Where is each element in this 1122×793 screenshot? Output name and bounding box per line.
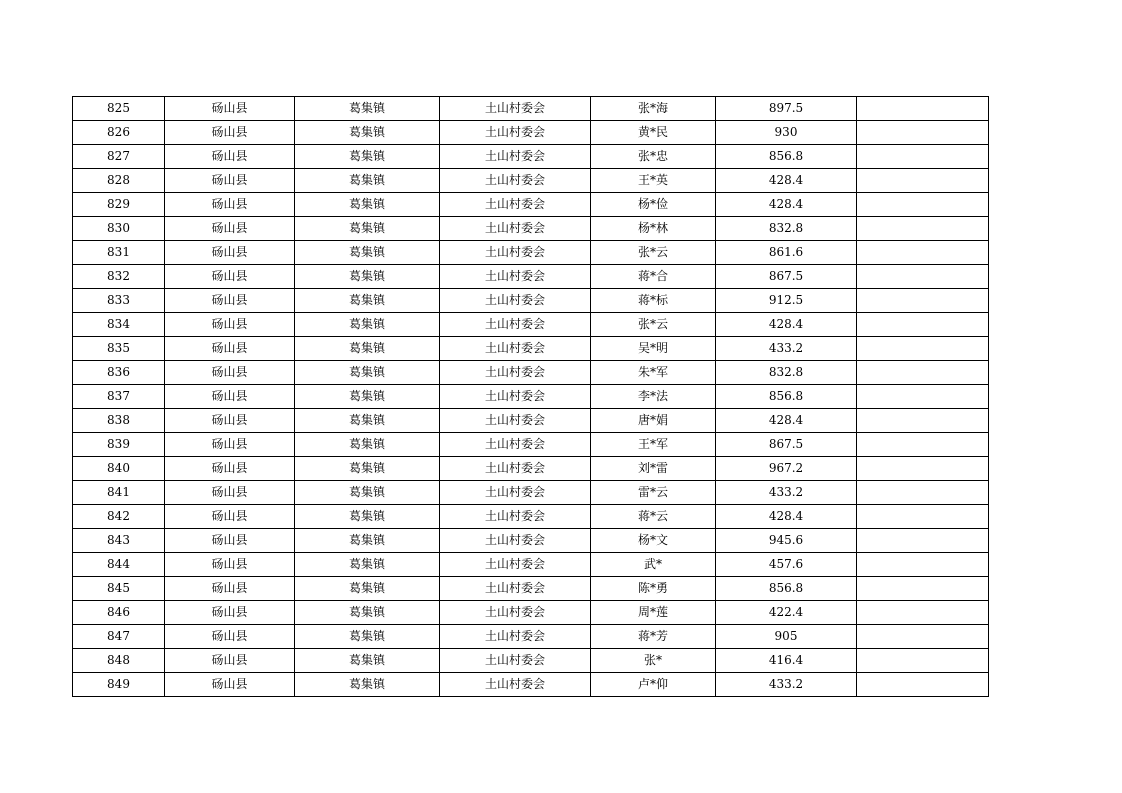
row-number-cell: 838 <box>73 409 165 433</box>
table-row <box>73 361 989 385</box>
table-body <box>73 97 989 697</box>
row-number-cell: 846 <box>73 601 165 625</box>
name-cell: 陈*勇 <box>591 577 716 601</box>
note-cell <box>857 481 989 505</box>
name-cell: 王*军 <box>591 433 716 457</box>
village-cell: 土山村委会 <box>440 433 591 457</box>
county-cell: 砀山县 <box>165 121 295 145</box>
row-number-cell: 842 <box>73 505 165 529</box>
name-cell: 张*海 <box>591 97 716 121</box>
table-row <box>73 289 989 313</box>
row-number-cell: 829 <box>73 193 165 217</box>
county-cell: 砀山县 <box>165 241 295 265</box>
name-cell: 雷*云 <box>591 481 716 505</box>
amount-cell: 428.4 <box>716 505 857 529</box>
name-cell: 王*英 <box>591 169 716 193</box>
table-row <box>73 385 989 409</box>
village-cell: 土山村委会 <box>440 625 591 649</box>
village-cell: 土山村委会 <box>440 673 591 697</box>
note-cell <box>857 625 989 649</box>
amount-cell: 912.5 <box>716 289 857 313</box>
row-number-cell: 834 <box>73 313 165 337</box>
village-cell: 土山村委会 <box>440 457 591 481</box>
amount-cell: 416.4 <box>716 649 857 673</box>
amount-cell: 428.4 <box>716 409 857 433</box>
village-cell: 土山村委会 <box>440 313 591 337</box>
row-number-cell: 844 <box>73 553 165 577</box>
county-cell: 砀山县 <box>165 625 295 649</box>
amount-cell: 861.6 <box>716 241 857 265</box>
row-number-cell: 830 <box>73 217 165 241</box>
county-cell: 砀山县 <box>165 553 295 577</box>
row-number-cell: 849 <box>73 673 165 697</box>
note-cell <box>857 97 989 121</box>
amount-cell: 422.4 <box>716 601 857 625</box>
town-cell: 葛集镇 <box>295 169 440 193</box>
table-row <box>73 265 989 289</box>
table-row <box>73 169 989 193</box>
table-row <box>73 433 989 457</box>
amount-cell: 867.5 <box>716 433 857 457</box>
name-cell: 朱*军 <box>591 361 716 385</box>
name-cell: 吴*明 <box>591 337 716 361</box>
name-cell: 杨*俭 <box>591 193 716 217</box>
row-number-cell: 831 <box>73 241 165 265</box>
row-number-cell: 845 <box>73 577 165 601</box>
town-cell: 葛集镇 <box>295 97 440 121</box>
town-cell: 葛集镇 <box>295 553 440 577</box>
village-cell: 土山村委会 <box>440 241 591 265</box>
county-cell: 砀山县 <box>165 385 295 409</box>
row-number-cell: 840 <box>73 457 165 481</box>
town-cell: 葛集镇 <box>295 193 440 217</box>
village-cell: 土山村委会 <box>440 649 591 673</box>
amount-cell: 433.2 <box>716 337 857 361</box>
note-cell <box>857 649 989 673</box>
county-cell: 砀山县 <box>165 457 295 481</box>
table-row <box>73 649 989 673</box>
amount-cell: 930 <box>716 121 857 145</box>
row-number-cell: 841 <box>73 481 165 505</box>
table-row <box>73 313 989 337</box>
village-cell: 土山村委会 <box>440 553 591 577</box>
note-cell <box>857 673 989 697</box>
county-cell: 砀山县 <box>165 529 295 553</box>
name-cell: 蒋*芳 <box>591 625 716 649</box>
amount-cell: 428.4 <box>716 313 857 337</box>
town-cell: 葛集镇 <box>295 265 440 289</box>
village-cell: 土山村委会 <box>440 337 591 361</box>
amount-cell: 856.8 <box>716 577 857 601</box>
row-number-cell: 833 <box>73 289 165 313</box>
county-cell: 砀山县 <box>165 289 295 313</box>
amount-cell: 433.2 <box>716 481 857 505</box>
table-row <box>73 241 989 265</box>
county-cell: 砀山县 <box>165 361 295 385</box>
note-cell <box>857 169 989 193</box>
amount-cell: 905 <box>716 625 857 649</box>
name-cell: 周*莲 <box>591 601 716 625</box>
note-cell <box>857 577 989 601</box>
table-row <box>73 193 989 217</box>
note-cell <box>857 313 989 337</box>
note-cell <box>857 217 989 241</box>
table-row <box>73 529 989 553</box>
county-cell: 砀山县 <box>165 97 295 121</box>
note-cell <box>857 265 989 289</box>
amount-cell: 433.2 <box>716 673 857 697</box>
table-row <box>73 577 989 601</box>
town-cell: 葛集镇 <box>295 457 440 481</box>
name-cell: 杨*林 <box>591 217 716 241</box>
county-cell: 砀山县 <box>165 217 295 241</box>
town-cell: 葛集镇 <box>295 241 440 265</box>
row-number-cell: 843 <box>73 529 165 553</box>
county-cell: 砀山县 <box>165 433 295 457</box>
note-cell <box>857 289 989 313</box>
town-cell: 葛集镇 <box>295 673 440 697</box>
town-cell: 葛集镇 <box>295 313 440 337</box>
amount-cell: 967.2 <box>716 457 857 481</box>
town-cell: 葛集镇 <box>295 649 440 673</box>
county-cell: 砀山县 <box>165 673 295 697</box>
name-cell: 蒋*标 <box>591 289 716 313</box>
table-row <box>73 553 989 577</box>
county-cell: 砀山县 <box>165 265 295 289</box>
table-row <box>73 217 989 241</box>
village-cell: 土山村委会 <box>440 217 591 241</box>
note-cell <box>857 529 989 553</box>
village-cell: 土山村委会 <box>440 577 591 601</box>
row-number-cell: 826 <box>73 121 165 145</box>
amount-cell: 832.8 <box>716 217 857 241</box>
name-cell: 杨*文 <box>591 529 716 553</box>
town-cell: 葛集镇 <box>295 505 440 529</box>
note-cell <box>857 433 989 457</box>
table-row <box>73 673 989 697</box>
row-number-cell: 836 <box>73 361 165 385</box>
amount-cell: 428.4 <box>716 193 857 217</box>
village-cell: 土山村委会 <box>440 169 591 193</box>
town-cell: 葛集镇 <box>295 145 440 169</box>
county-cell: 砀山县 <box>165 649 295 673</box>
table-row <box>73 97 989 121</box>
town-cell: 葛集镇 <box>295 361 440 385</box>
county-cell: 砀山县 <box>165 409 295 433</box>
note-cell <box>857 457 989 481</box>
name-cell: 刘*雷 <box>591 457 716 481</box>
row-number-cell: 828 <box>73 169 165 193</box>
row-number-cell: 848 <box>73 649 165 673</box>
county-cell: 砀山县 <box>165 337 295 361</box>
row-number-cell: 835 <box>73 337 165 361</box>
amount-cell: 867.5 <box>716 265 857 289</box>
village-cell: 土山村委会 <box>440 409 591 433</box>
note-cell <box>857 385 989 409</box>
note-cell <box>857 553 989 577</box>
table-row <box>73 409 989 433</box>
town-cell: 葛集镇 <box>295 409 440 433</box>
village-cell: 土山村委会 <box>440 481 591 505</box>
row-number-cell: 839 <box>73 433 165 457</box>
note-cell <box>857 361 989 385</box>
name-cell: 张* <box>591 649 716 673</box>
amount-cell: 945.6 <box>716 529 857 553</box>
town-cell: 葛集镇 <box>295 121 440 145</box>
town-cell: 葛集镇 <box>295 529 440 553</box>
table-row <box>73 505 989 529</box>
county-cell: 砀山县 <box>165 313 295 337</box>
village-cell: 土山村委会 <box>440 289 591 313</box>
town-cell: 葛集镇 <box>295 385 440 409</box>
town-cell: 葛集镇 <box>295 289 440 313</box>
county-cell: 砀山县 <box>165 145 295 169</box>
name-cell: 卢*仰 <box>591 673 716 697</box>
county-cell: 砀山县 <box>165 193 295 217</box>
row-number-cell: 827 <box>73 145 165 169</box>
village-cell: 土山村委会 <box>440 265 591 289</box>
table-row <box>73 121 989 145</box>
town-cell: 葛集镇 <box>295 433 440 457</box>
name-cell: 张*云 <box>591 313 716 337</box>
county-cell: 砀山县 <box>165 577 295 601</box>
name-cell: 蒋*合 <box>591 265 716 289</box>
name-cell: 蒋*云 <box>591 505 716 529</box>
village-cell: 土山村委会 <box>440 601 591 625</box>
village-cell: 土山村委会 <box>440 97 591 121</box>
table-row <box>73 601 989 625</box>
town-cell: 葛集镇 <box>295 577 440 601</box>
town-cell: 葛集镇 <box>295 625 440 649</box>
name-cell: 张*忠 <box>591 145 716 169</box>
row-number-cell: 832 <box>73 265 165 289</box>
county-cell: 砀山县 <box>165 505 295 529</box>
amount-cell: 856.8 <box>716 385 857 409</box>
note-cell <box>857 121 989 145</box>
document-sheet <box>72 96 989 697</box>
name-cell: 李*法 <box>591 385 716 409</box>
village-cell: 土山村委会 <box>440 505 591 529</box>
county-cell: 砀山县 <box>165 169 295 193</box>
amount-cell: 428.4 <box>716 169 857 193</box>
amount-cell: 457.6 <box>716 553 857 577</box>
village-cell: 土山村委会 <box>440 361 591 385</box>
village-cell: 土山村委会 <box>440 145 591 169</box>
amount-cell: 897.5 <box>716 97 857 121</box>
row-number-cell: 825 <box>73 97 165 121</box>
town-cell: 葛集镇 <box>295 337 440 361</box>
county-cell: 砀山县 <box>165 601 295 625</box>
note-cell <box>857 241 989 265</box>
row-number-cell: 847 <box>73 625 165 649</box>
table-row <box>73 337 989 361</box>
note-cell <box>857 601 989 625</box>
table-row <box>73 145 989 169</box>
name-cell: 唐*娟 <box>591 409 716 433</box>
town-cell: 葛集镇 <box>295 217 440 241</box>
name-cell: 武* <box>591 553 716 577</box>
village-cell: 土山村委会 <box>440 385 591 409</box>
village-cell: 土山村委会 <box>440 529 591 553</box>
note-cell <box>857 193 989 217</box>
table-row <box>73 457 989 481</box>
amount-cell: 832.8 <box>716 361 857 385</box>
table-row <box>73 625 989 649</box>
town-cell: 葛集镇 <box>295 481 440 505</box>
name-cell: 黄*民 <box>591 121 716 145</box>
note-cell <box>857 145 989 169</box>
amount-cell: 856.8 <box>716 145 857 169</box>
note-cell <box>857 337 989 361</box>
data-table <box>72 96 989 697</box>
town-cell: 葛集镇 <box>295 601 440 625</box>
county-cell: 砀山县 <box>165 481 295 505</box>
name-cell: 张*云 <box>591 241 716 265</box>
note-cell <box>857 505 989 529</box>
village-cell: 土山村委会 <box>440 193 591 217</box>
note-cell <box>857 409 989 433</box>
row-number-cell: 837 <box>73 385 165 409</box>
village-cell: 土山村委会 <box>440 121 591 145</box>
table-row <box>73 481 989 505</box>
